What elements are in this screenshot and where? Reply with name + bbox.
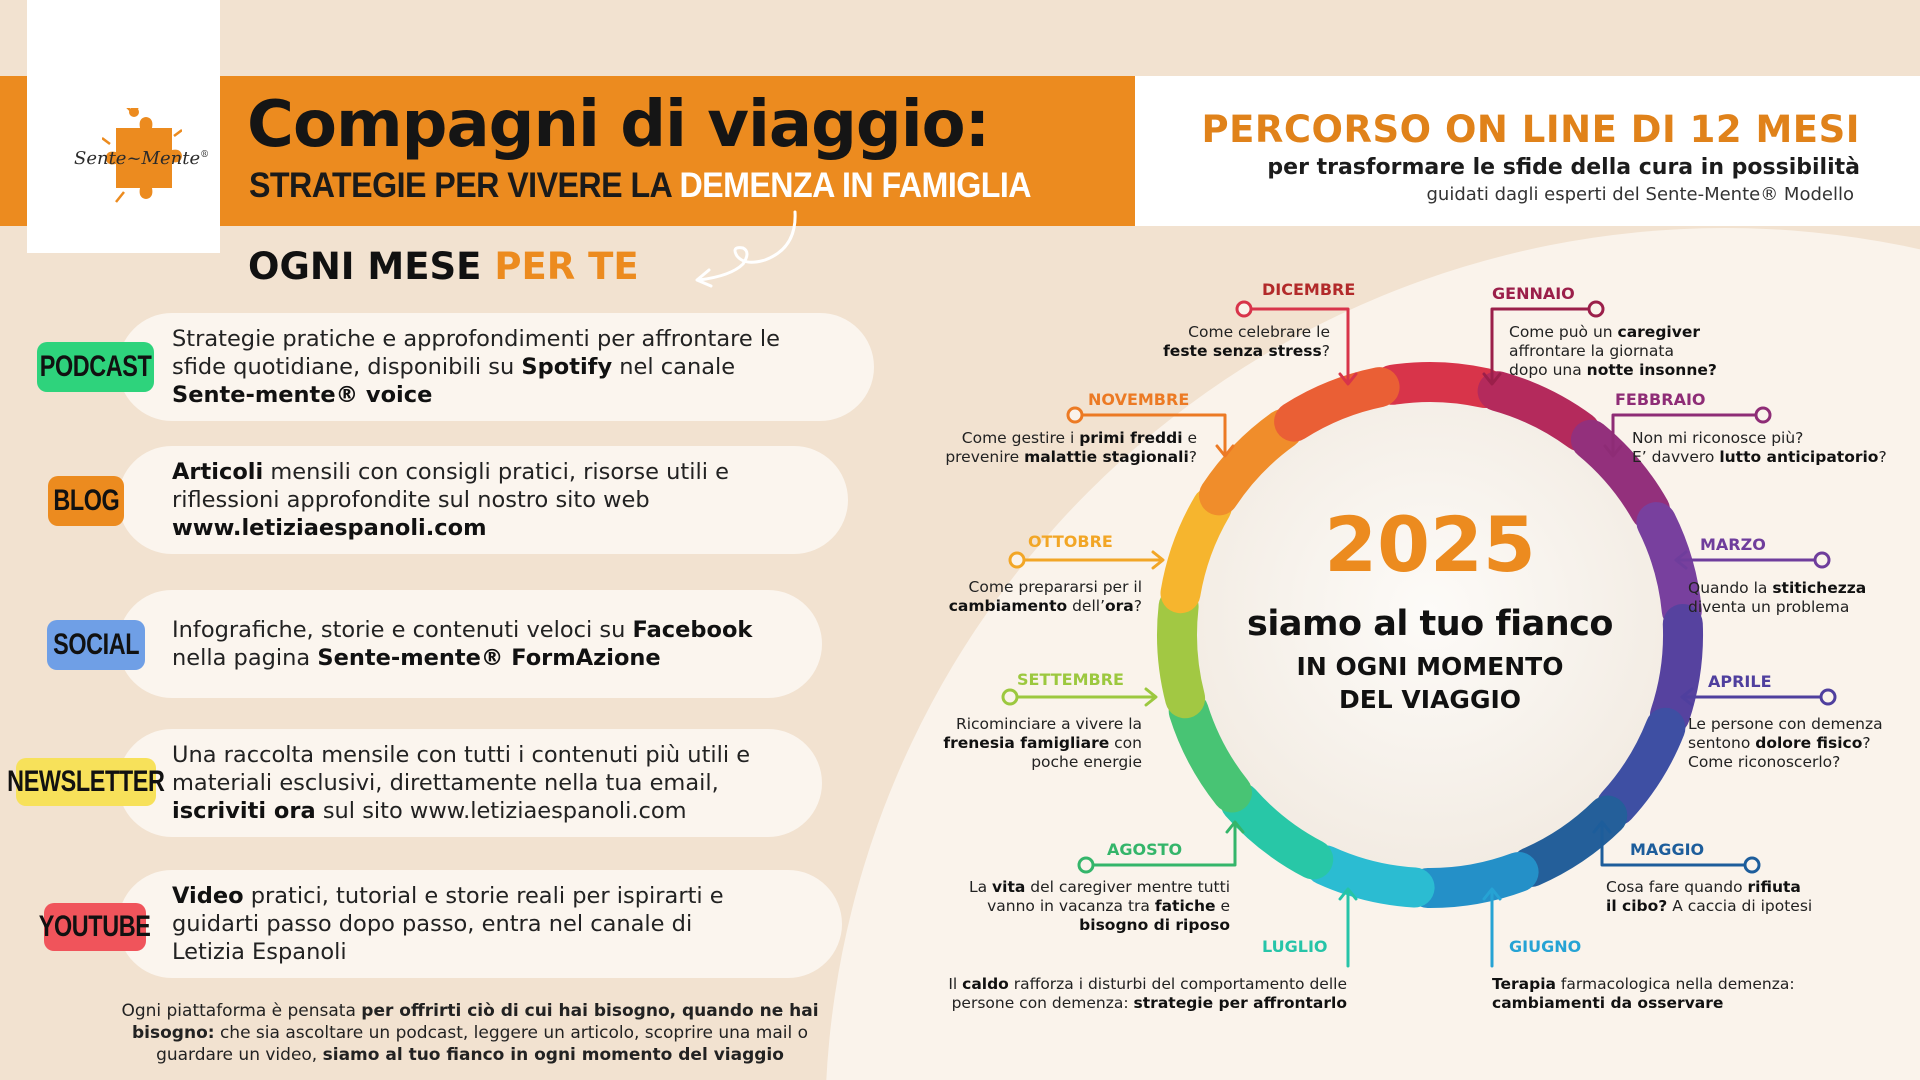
month-text: e [1215,897,1230,915]
center-tagline: siamo al tuo fianco [1247,604,1613,644]
year-label: 2025 [1324,500,1536,589]
month-text-bold: rifiuta [1747,878,1801,896]
month-dicembre-text [1163,323,1330,361]
logo-registered-mark: ® [200,150,210,160]
month-agosto: AGOSTO [1107,840,1183,859]
social-facebook: Facebook [632,617,753,643]
month-text: sentono [1688,734,1756,752]
month-text: farmacologica nella demenza: [1556,975,1795,993]
month-text-bold: stitichezza [1772,579,1867,597]
month-text-bold: fatiche [1154,897,1216,915]
podcast-spotify: Spotify [521,354,613,380]
connector-luglio [1340,889,1356,966]
month-text: poche energie [1031,753,1142,771]
month-text: Come gestire i [961,429,1080,447]
month-text-bold: primi freddi [1079,429,1183,447]
page-title: Compagni di viaggio: [247,88,990,162]
section-heading-prefix: OGNI MESE [248,245,495,288]
badge-label: BLOG [52,484,120,517]
footnote-text: che sia ascoltare un podcast, leggere un articolo, scoprire una mail o guardare un video, [156,1023,808,1065]
connector-aprile [1682,689,1835,705]
month-text: dell’ [1067,597,1105,615]
month-text: ? [1133,597,1142,615]
month-ottobre: OTTOBRE [1028,532,1113,551]
month-text-bold: lutto anticipatorio [1719,448,1879,466]
month-text: Come celebrare le [1188,323,1330,341]
connector-settembre [1003,689,1156,705]
course-title: PERCORSO ON LINE DI 12 MESI [1201,108,1860,151]
badge-label: NEWSLETTER [7,765,165,798]
month-text: A caccia di ipotesi [1667,897,1813,915]
youtube-channel: Letizia Espanoli [172,939,347,965]
month-text: Come può un [1509,323,1618,341]
month-text: affrontare la giornata [1509,342,1674,360]
month-aprile: APRILE [1708,672,1772,691]
month-text-bold: strategie per affrontarlo [1133,994,1347,1012]
footnote-bold: siamo al tuo fianco in ogni momento del viaggio [322,1045,784,1065]
social-text: Infografiche, storie e contenuti veloci su [172,617,633,643]
month-novembre-text [945,429,1197,467]
month-luglio-text [948,975,1347,1013]
podcast-text: sfide quotidiane, disponibili su [172,354,522,380]
footnote-text: Ogni piattaforma è pensata [121,1001,362,1021]
blog-website[interactable]: www.letiziaespanoli.com [172,515,487,541]
month-text: dopo una [1509,361,1587,379]
youtube-text: guidarti passo dopo passo, entra nel canale di [172,911,693,937]
month-text: Le persone con demenza [1688,715,1883,733]
month-settembre-text [943,715,1142,772]
month-text: Quando la [1688,579,1773,597]
month-giugno-text [1492,975,1795,1013]
month-text-bold: frenesia famigliare [943,734,1110,752]
footnote-bold: per offrirti ciò di cui hai bisogno, quando ne hai bisogno: [132,1001,819,1043]
month-text: del caregiver mentre tutti [1025,878,1230,896]
month-text-bold: caregiver [1617,323,1700,341]
month-text: Ricominciare a vivere la [955,715,1142,733]
month-text: Come prepararsi per il [968,578,1142,596]
course-subtitle: per trasformare le sfide della cura in possibilità [1267,155,1860,180]
month-agosto-text [969,878,1230,935]
center-subtagline-line2: DEL VIAGGIO [1338,685,1522,714]
month-text: rafforza i disturbi del comportamento delle [1008,975,1347,993]
month-text: ? [1862,734,1871,752]
youtube-video: Video [172,883,244,909]
month-text: Come riconoscerlo? [1688,753,1841,771]
month-text-bold: Terapia [1492,975,1556,993]
month-text: ? [1878,448,1887,466]
month-giugno: GIUGNO [1509,937,1582,956]
month-text-bold: malattie stagionali [1024,448,1189,466]
month-text-bold: ora [1105,597,1134,615]
month-febbraio: FEBBRAIO [1615,390,1706,409]
month-text: La [968,878,993,896]
month-text: Il [948,975,963,993]
month-text-bold: cambiamenti da osservare [1492,994,1724,1012]
month-text: Non mi riconosce più? [1632,429,1804,447]
month-text: ? [1188,448,1197,466]
social-text: nella pagina [172,645,318,671]
blog-articles: Articoli [172,459,264,485]
month-marzo: MARZO [1700,535,1766,554]
month-text: prevenire [945,448,1025,466]
month-settembre: SETTEMBRE [1017,670,1124,689]
month-aprile-text [1688,715,1883,772]
month-luglio: LUGLIO [1262,937,1328,956]
month-text-bold: notte insonne? [1586,361,1717,379]
month-text: E’ davvero [1632,448,1720,466]
month-ottobre-text [949,578,1142,616]
month-marzo-text [1688,579,1866,617]
connector-ottobre [1010,552,1163,568]
blog-text: mensili con consigli pratici, risorse utili e [263,459,729,485]
month-text-bold: cambiamento [948,597,1068,615]
newsletter-text: sul sito www.letiziaespanoli.com [315,798,687,824]
month-text-bold: vita [992,878,1026,896]
podcast-text: nel canale [612,354,736,380]
month-text: con [1109,734,1142,752]
month-dicembre: DICEMBRE [1262,280,1356,299]
month-febbraio-text [1632,429,1887,467]
month-text-bold: bisogno di riposo [1079,916,1230,934]
badge-label: YOUTUBE [39,910,151,943]
month-text-bold: il cibo? [1606,897,1668,915]
blog-text: riflessioni approfondite sul nostro sito web [172,487,650,513]
connector-giugno [1484,889,1500,966]
month-novembre: NOVEMBRE [1088,390,1190,409]
month-text: vanno in vacanza tra [987,897,1155,915]
month-text-bold: feste senza stress [1163,342,1322,360]
newsletter-text: Una raccolta mensile con tutti i contenuti più utili e [172,742,751,768]
month-maggio: MAGGIO [1630,840,1705,859]
month-gennaio-text [1509,323,1717,380]
month-text: diventa un problema [1688,598,1850,616]
newsletter-subscribe[interactable]: iscriviti ora [172,798,316,824]
month-text-bold: caldo [962,975,1009,993]
course-guide: guidati dagli esperti del Sente-Mente® Modello [1426,184,1854,205]
podcast-text: Strategie pratiche e approfondimenti per affrontare le [172,326,781,352]
podcast-channel: Sente-mente® voice [172,382,433,408]
badge-label: SOCIAL [52,628,140,661]
month-text: persone con demenza: [951,994,1134,1012]
logo-name: Sente~Mente [74,148,201,169]
month-text: e [1182,429,1197,447]
badge-label: PODCAST [39,350,152,383]
social-page: Sente-mente® FormAzione [317,645,661,671]
section-heading-highlight: PER TE [494,245,639,288]
subtitle-highlight: DEMENZA IN FAMIGLIA [679,166,1031,205]
month-text: ? [1321,342,1330,360]
month-gennaio: GENNAIO [1492,284,1575,303]
connector-marzo [1676,552,1829,568]
youtube-text: pratici, tutorial e storie reali per ispirarti e [243,883,724,909]
center-subtagline-line1: IN OGNI MOMENTO [1296,652,1564,681]
month-maggio-text [1606,878,1812,916]
subtitle-prefix: STRATEGIE PER VIVERE LA [249,166,680,205]
newsletter-text: materiali esclusivi, direttamente nella tua email, [172,770,719,796]
month-text: Cosa fare quando [1606,878,1748,896]
month-text-bold: dolore fisico [1755,734,1863,752]
